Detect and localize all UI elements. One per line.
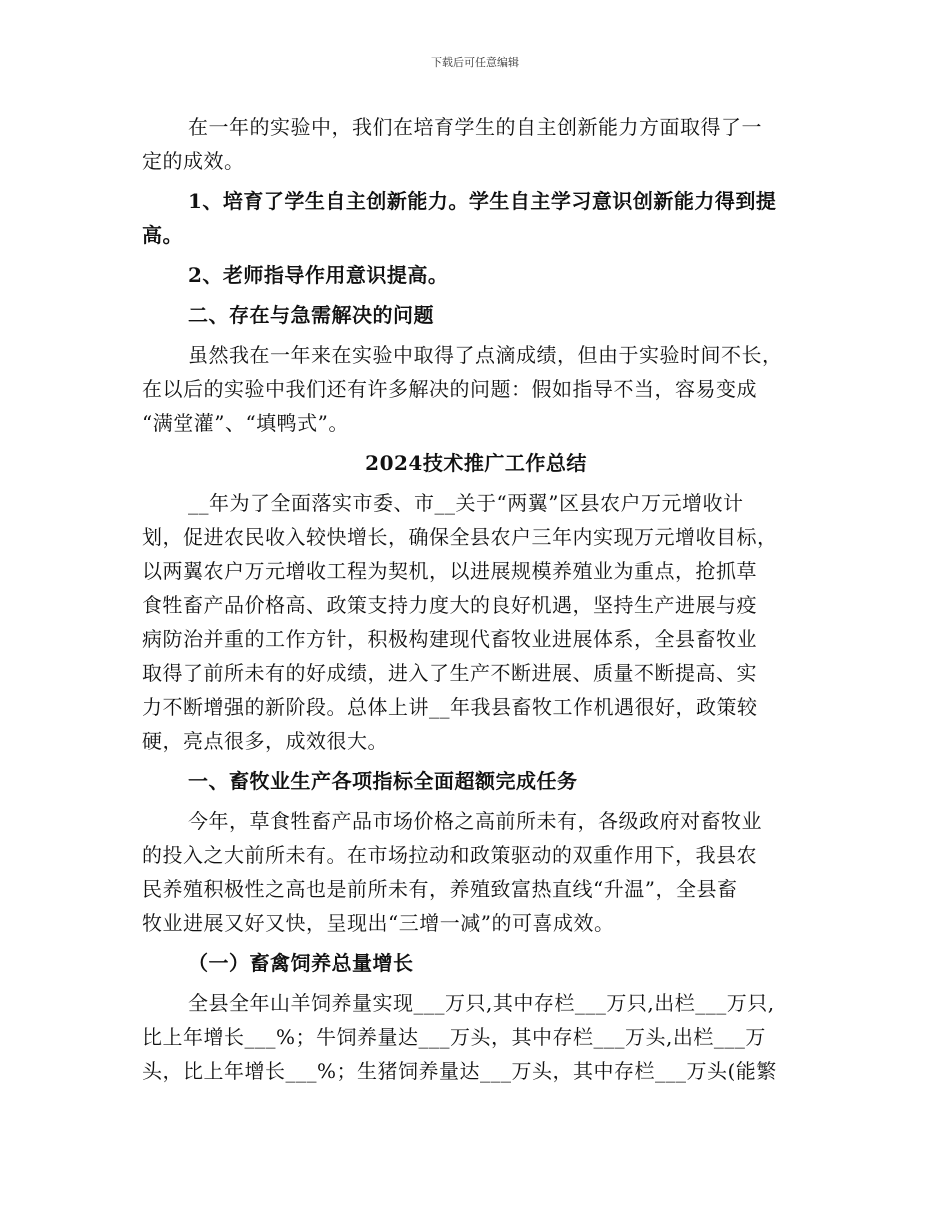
text-line: 取得了前所未有的好成绩，进入了生产不断进展、质量不断提高、实	[142, 661, 757, 685]
paragraph	[142, 110, 810, 178]
text-line: 高。	[142, 223, 183, 247]
text-line: 在一年的实验中，我们在培育学生的自主创新能力方面取得了一	[188, 115, 762, 139]
text-line: __年为了全面落实市委、市__关于“两翼”区县农户万元增收计	[188, 491, 744, 515]
paragraph	[142, 804, 810, 940]
text-line: 虽然我在一年来在实验中取得了点滴成绩，但由于实验时间不长，	[188, 343, 783, 367]
text-line: 划，促进农民收入较快增长，确保全县农户三年内实现万元增收目标，	[142, 525, 778, 549]
text-line: 食牲畜产品价格高、政策支持力度大的良好机遇，坚持生产进展与疫	[142, 593, 757, 617]
text-line: 一、畜牧业生产各项指标全面超额完成任务	[188, 769, 578, 793]
text-line: 民养殖积极性之高也是前所未有，养殖致富热直线“升温”，全县畜	[142, 877, 738, 901]
paragraph	[142, 986, 810, 1088]
text-line: 力不断增强的新阶段。总体上讲__年我县畜牧工作机遇很好，政策较	[142, 695, 758, 719]
text-line: 以两翼农户万元增收工程为契机，以进展规模养殖业为重点，抢抓草	[142, 559, 757, 583]
section-heading	[142, 184, 810, 252]
text-line: 全县全年山羊饲养量实现___万只,其中存栏___万只,出栏___万只,	[188, 991, 775, 1015]
text-line: （一）畜禽饲养总量增长	[188, 951, 414, 975]
section-heading	[142, 946, 810, 980]
text-line: 的投入之大前所未有。在市场拉动和政策驱动的双重作用下，我县农	[142, 843, 757, 867]
paragraph	[142, 486, 810, 758]
text-line: 2、老师指导作用意识提高。	[188, 263, 449, 287]
text-line: 定的成效。	[142, 149, 245, 173]
text-line: “满堂灌”、“填鸭式”。	[142, 411, 349, 435]
text-line: 2024技术推广工作总结	[365, 451, 587, 475]
text-line: 比上年增长___%；牛饲养量达___万头，其中存栏___万头,出栏___万	[142, 1025, 766, 1049]
text-line: 今年，草食牲畜产品市场价格之高前所未有，各级政府对畜牧业	[188, 809, 762, 833]
text-line: 1、培育了学生自主创新能力。学生自主学习意识创新能力得到提	[188, 189, 777, 213]
text-line: 头，比上年增长___%；生猪饲养量达___万头，其中存栏___万头(能繁	[142, 1059, 777, 1083]
text-line: 二、存在与急需解决的问题	[188, 303, 434, 327]
text-line: 硬，亮点很多，成效很大。	[142, 729, 388, 753]
section-heading	[142, 298, 810, 332]
text-line: 牧业进展又好又快，呈现出“三增一减”的可喜成效。	[142, 911, 615, 935]
section-heading	[142, 258, 810, 292]
document-body	[142, 110, 810, 1094]
section-heading	[142, 764, 810, 798]
text-line: 在以后的实验中我们还有许多解决的问题：假如指导不当，容易变成	[142, 377, 757, 401]
page-header: 下载后可任意编辑	[431, 56, 519, 69]
document-title	[142, 446, 810, 480]
paragraph	[142, 338, 810, 440]
text-line: 病防治并重的工作方针，积极构建现代畜牧业进展体系，全县畜牧业	[142, 627, 757, 651]
